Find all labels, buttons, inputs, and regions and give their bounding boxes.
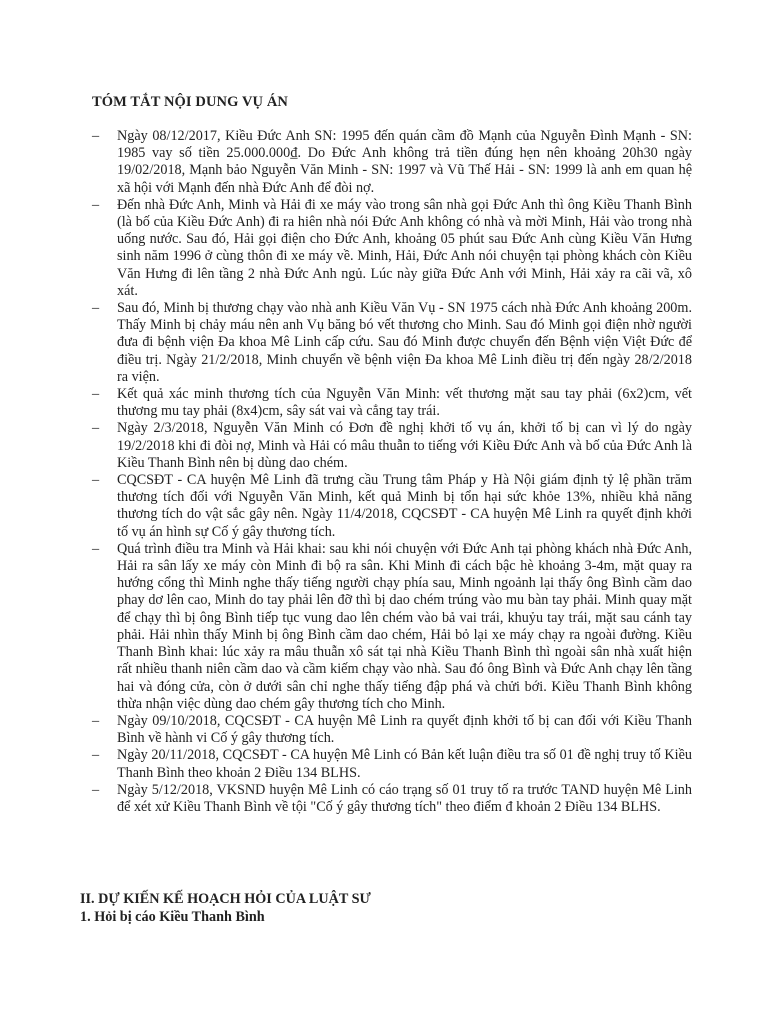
bullet-dash: – bbox=[92, 300, 100, 317]
list-item bbox=[92, 300, 692, 386]
case-summary-list bbox=[92, 128, 692, 816]
sub-heading: 1. Hỏi bị cáo Kiều Thanh Bình bbox=[80, 909, 265, 925]
bullet-dash: – bbox=[92, 128, 100, 144]
list-item-text: Ngày 20/11/2018, CQCSĐT - CA huyện Mê Linh có Bản kết luận điều tra số 01 đề nghị truy tố Kiều Thanh Bình theo khoản 2 Điều 134 BLHS. bbox=[117, 747, 692, 781]
list-item bbox=[92, 782, 692, 816]
list-item bbox=[92, 197, 692, 300]
list-item-text: CQCSĐT - CA huyện Mê Linh đã trưng cầu Trung tâm Pháp y Hà Nội giám định tỷ lệ phần trăm thương tích đối với Nguyễn Văn Minh, kết quả Minh bị tổn hại sức khỏe 13%, nhiều khả năng thương tích do vật sắc gây nên. Ngày 11/4/2018, CQCSĐT - CA huyện Mê Linh ra quyết định khởi tố vụ án hình sự Cố ý gây thương tích. bbox=[117, 472, 692, 540]
list-item bbox=[92, 128, 692, 197]
list-item-text: Kết quả xác minh thương tích của Nguyễn Văn Minh: vết thương mặt sau tay phải (6x2)cm, vết thương mu tay phải (8x4)cm, sây sát vai và cẳng tay trái. bbox=[117, 386, 692, 420]
list-item-text: Đến nhà Đức Anh, Minh và Hải đi xe máy vào trong sân nhà gọi Đức Anh thì ông Kiều Thanh Bình (là bố của Kiều Đức Anh) đi ra hiên nhà nói Đức Anh không có nhà và mời Minh, Hải vào trong nhà uống nước. Sau đó, Hải gọi điện cho Đức Anh, khoảng 05 phút sau Đức Anh cùng Kiều Văn Hưng sinh năm 1996 ở cùng thôn đi xe máy về. Minh, Hải, Đức Anh nói chuyện tại phòng khách còn Kiều Văn Hưng đi lên tầng 2 nhà Đức Anh ngủ. Lúc này giữa Đức Anh với Minh, Hải xảy ra cãi vã, xô xát. bbox=[117, 196, 692, 299]
list-item bbox=[92, 713, 692, 747]
bullet-dash: – bbox=[92, 472, 100, 489]
list-item-text: Ngày 08/12/2017, Kiều Đức Anh SN: 1995 đến quán cầm đồ Mạnh của Nguyễn Đình Mạnh - SN: 1985 vay số tiền 25.000.000₫. Do Đức Anh không trả tiền đúng hẹn nên khoảng 20h30 ngày 19/02/2018, Mạnh bảo Nguyễn Văn Minh - SN: 1997 và Vũ Thế Hải - SN: 1999 là anh em quan hệ xã hội với Mạnh đến nhà Đức Anh để đòi nợ. bbox=[117, 128, 692, 196]
list-item bbox=[92, 472, 692, 541]
bullet-dash: – bbox=[92, 420, 100, 437]
list-item-text: Quá trình điều tra Minh và Hải khai: sau khi nói chuyện với Đức Anh tại phòng khách nhà Đức Anh, Hải ra sân lấy xe máy còn Minh đi bộ ra sân. Khi Minh đi cách bậc hè khoảng 3-4m, mặt quay ra hướng cổng thì Minh nghe thấy tiếng người chạy phía sau, Minh ngoảnh lại thấy ông Bình cầm dao phay dơ lên cao, Minh do tay phải lên đỡ thì bị dao chém trúng vào mu bàn tay phải. Minh quay mặt để chạy thì bị ông Bình tiếp tục vung dao lên chém vào bả vai trái, khuỷu tay trái, mặt sau cánh tay phải. Hải nhìn thấy Minh bị ông Bình cầm dao chém, Hải bỏ lại xe máy chạy ra ngoài đường. Kiều Thanh Bình khai: lúc xảy ra mâu thuẫn xô sát tại nhà Kiều Thanh Bình thì ngoài sân nhà xuất hiện rất nhiều thanh niên cầm dao và cầm kiếm chạy vào nhà. Sau đó ông Bình và Đức Anh chạy lên tầng hai và đóng cửa, còn ở dưới sân chỉ nghe thấy tiếng đập phá và chửi bới. Kiều Thanh Bình không thừa nhận việc dùng dao chém gây thương tích cho Minh. bbox=[117, 540, 692, 712]
bullet-dash: – bbox=[92, 712, 100, 729]
section-heading: II. DỰ KIẾN KẾ HOẠCH HỎI CỦA LUẬT SƯ bbox=[80, 891, 371, 907]
bullet-dash: – bbox=[92, 386, 100, 403]
list-item bbox=[92, 747, 692, 781]
document-title: TÓM TẮT NỘI DUNG VỤ ÁN bbox=[92, 94, 288, 110]
bullet-dash: – bbox=[92, 196, 100, 213]
list-item bbox=[92, 420, 692, 472]
list-item-text: Ngày 2/3/2018, Nguyễn Văn Minh có Đơn đề nghị khởi tố vụ án, khởi tố bị can vì lý do ngày 19/2/2018 khi đi đòi nợ, Minh và Hải có mâu thuẫn to tiếng với Kiều Đức Anh và bố của Đức Anh là Kiều Thanh Bình nên bị dùng dao chém. bbox=[117, 420, 692, 471]
list-item-text: Ngày 09/10/2018, CQCSĐT - CA huyện Mê Linh ra quyết định khởi tố bị can đối với Kiều Thanh Bình về hành vi Cố ý gây thương tích. bbox=[117, 712, 692, 747]
bullet-dash: – bbox=[92, 781, 100, 798]
bullet-dash: – bbox=[92, 747, 100, 764]
list-item bbox=[92, 386, 692, 420]
bullet-dash: – bbox=[92, 540, 100, 557]
list-item bbox=[92, 541, 692, 713]
list-item-text: Ngày 5/12/2018, VKSND huyện Mê Linh có cáo trạng số 01 truy tố ra trước TAND huyện Mê Linh để xét xử Kiều Thanh Bình về tội "Cố ý gây thương tích" theo điểm đ khoản 2 Điều 134 BLHS. bbox=[117, 781, 692, 815]
list-item-text: Sau đó, Minh bị thương chạy vào nhà anh Kiều Văn Vụ - SN 1975 cách nhà Đức Anh khoảng 200m. Thấy Minh bị chảy máu nên anh Vụ băng bó vết thương cho Minh. Sau đó Minh gọi điện nhờ người đưa đi bệnh viện Đa khoa Mê Linh cấp cứu. Sau đó Minh được chuyển đến Bệnh viện Việt Đức để điều trị. Ngày 21/2/2018, Minh chuyển về bệnh viện Đa khoa Mê Linh điều trị đến ngày 28/2/2018 ra viện. bbox=[117, 300, 692, 385]
